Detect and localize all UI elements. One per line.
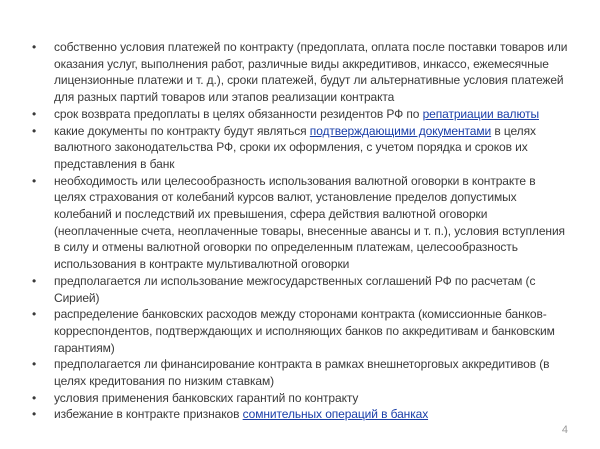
list-item bbox=[28, 306, 568, 356]
item-text: собственно условия платежей по контракту (предоплата, оплата после поставки товаров или оказания услуг, выполнения работ, различные виды аккредитивов, инкассо, ежемесячные лицензионные платежи и т. д.), сроки платежей, будут ли альтернативные условия платежей для разных партий товаров или этапов реализации контракта bbox=[54, 40, 568, 105]
item-text: необходимость или целесообразность использования валютной оговорки в контракте в целях страхования от колебаний курсов валют, установление пределов допустимых колебаний и последствий их превышения, сфера действия валютной оговорки (неоплаченные счета, неоплаченные товары, внесенные авансы и т. п.), условия вступления в силу и отмены валютной оговорки по определенным платежам, целесообразность использования в контракте мультивалютной оговорки bbox=[54, 173, 565, 272]
page-number: 4 bbox=[561, 424, 568, 436]
item-text: предполагается ли использование межгосударственных соглашений РФ по расчетам (с Сирией) bbox=[54, 273, 536, 305]
list-item bbox=[28, 106, 568, 123]
item-text: избежание в контракте признаков сомнительных операций в банках bbox=[54, 407, 429, 422]
supporting-documents-link[interactable]: подтверждающими документами bbox=[309, 123, 492, 138]
item-text: какие документы по контракту будут являться подтверждающими документами в целях валютного законодательства РФ, сроки их оформления, с учетом порядка и сроков их представления в банк bbox=[54, 123, 536, 171]
item-text: условия применения банковских гарантий по контракту bbox=[54, 390, 359, 405]
bullet-icon: • bbox=[31, 357, 37, 372]
bullet-icon: • bbox=[31, 407, 37, 422]
bullet-icon: • bbox=[31, 273, 37, 288]
list-item bbox=[28, 123, 568, 173]
bullet-list bbox=[28, 39, 568, 423]
item-text: предполагается ли финансирование контракта в рамках внешнеторговых аккредитивов (в целях кредитования по низким ставкам) bbox=[54, 357, 550, 389]
list-item bbox=[28, 390, 568, 407]
bullet-icon: • bbox=[31, 106, 37, 121]
list-item bbox=[28, 39, 568, 106]
list-item bbox=[28, 173, 568, 273]
bullet-icon: • bbox=[31, 173, 37, 188]
bullet-icon: • bbox=[31, 123, 37, 138]
suspicious-operations-link[interactable]: сомнительных операций в банках bbox=[242, 407, 429, 422]
item-text: срок возврата предоплаты в целях обязанности резидентов РФ по репатриации валюты bbox=[54, 106, 539, 121]
bullet-icon: • bbox=[31, 307, 37, 322]
bullet-icon: • bbox=[31, 390, 37, 405]
list-item bbox=[28, 273, 568, 306]
repatriation-link[interactable]: репатриации валюты bbox=[422, 106, 539, 121]
list-item bbox=[28, 406, 568, 423]
item-text: распределение банковских расходов между сторонами контракта (комиссионные банков-корреспондентов, подтверждающих и исполняющих банков по аккредитивам и банковским гарантиям) bbox=[54, 307, 555, 355]
bullet-icon: • bbox=[31, 40, 37, 54]
list-item bbox=[28, 356, 568, 389]
